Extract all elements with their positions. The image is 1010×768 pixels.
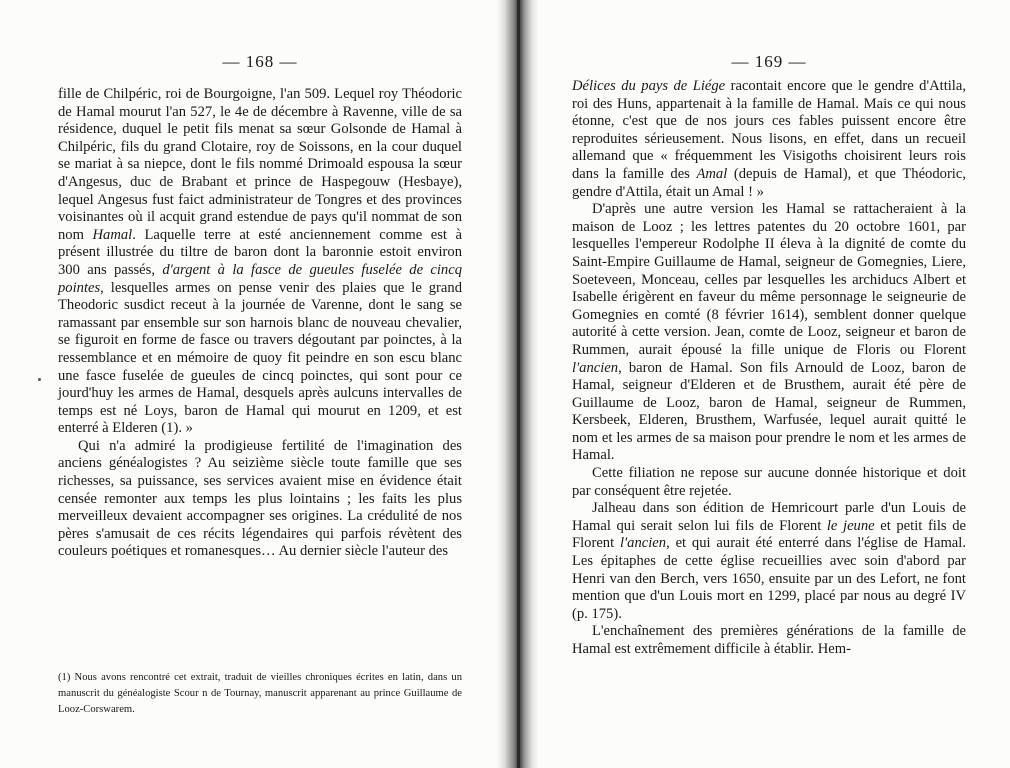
paragraph	[572, 78, 966, 201]
text-run: D'après une autre version les Hamal se rattacheraient à la maison de Looz ; les lettres patentes du 20 octobre 1601, par lesquelles l'empereur Rodolphe II éleva à la dignité de comte du Saint-Empire Guillaume de Hamal, seigneur de Gomegnies, Liere, Soeteveen, Monceau, celles par lesquelles les archiducs Albert et Isabelle érigèrent en faveur du même personnage le seigneurie de Gomegnies en comté (8 février 1614), semblent donner quelque autorité à cette version. Jean, comte de Looz, seigneur et baron de Rummen, aurait épousé la fille unique de Floris ou Florent	[572, 201, 966, 358]
text-run: Qui n'a admiré la prodigieuse fertilité de l'imagination des anciens généalogistes ? Au seizième siècle toute famille que ses richesses, sa puissance, ses services avaient mise en évidence était censée remonter aux temps les plus lointains ; les faits les plus merveilleux devaient accompagner ses origines. La crédulité de nos pères s'amusait de ces récits légendaires qui parfois révètent des couleurs poétiques et romanesques… Au dernier siècle l'auteur des	[58, 437, 462, 560]
text-run: fille de Chilpéric, roi de Bourgoigne, l'an 509. Lequel roy Théodoric de Hamal mourut l'an 527, le 4e de décembre à Ravenne, ville de sa résidence, duquel le petit fils menat sa sœur Golsonde de Hamal à Chilpéric, fils du grand Clotaire, roy de Soissons, en la cour duquel se mariat à sa niepce, dont le fils nommé Drimoald espousa la sœur d'Angesus, duc de Brabant et prince de Haspegouw (Hesbaye), lequel Angesus fust faict administrateur de Tongres et des provinces voisinantes où il acquit grand estendue de pays qu'il nommat de son nom	[58, 86, 462, 243]
text-run: Cette filiation ne repose sur aucune donnée historique et doit par conséquent être rejetée.	[572, 465, 966, 499]
italic-run: le jeune	[826, 517, 875, 534]
paragraph	[572, 465, 966, 500]
paragraph	[572, 500, 966, 623]
right-page	[572, 0, 966, 768]
text-run: et petit fils de Florent	[572, 517, 966, 552]
right-page-number: — 169 —	[731, 52, 807, 71]
book-gutter-line	[517, 0, 520, 768]
scan-speck	[38, 378, 41, 381]
text-run: , et qui aurait été enterré dans l'église de Hamal. Les épitaphes de cette église recueillies avec soin d'abord par Henri van den Berch, vers 1650, ensuite par un des Lefort, ne font mention que d'un Louis mort en 1299, placé par nous au degré IV (p. 175).	[572, 535, 966, 622]
left-page-body	[58, 86, 462, 561]
text-run: racontait encore que le gendre d'Attila, roi des Huns, appartenait à la famille de Hamal. Mais ce qui nous étonne, c'est que de nos jours ces fables puissent encore être reproduites sérieusement. Nous lisons, en effet, dans un recueil allemand que « fréquemment les Visigoths choisirent leurs rois dans la famille des	[572, 78, 966, 182]
text-run: . Laquelle terre at esté anciennement comme est à présent illustrée du tiltre de baron dont la baronnie estoit environ 300 ans passés,	[58, 226, 462, 278]
italic-run: Hamal	[92, 226, 133, 243]
text-run: L'enchaînement des premières générations de la famille de Hamal est extrêmement difficile à établir. Hem-	[572, 623, 966, 657]
paragraph	[58, 438, 462, 561]
text-run: , baron de Hamal. Son fils Arnould de Looz, baron de Hamal, seigneur d'Elderen et de Brusthem, aurait été père de Guillaume de Looz, baron de Hamal, seigneur de Rummen, Kersbeek, Elderen, Brusthem, Warfusée, lequel aurait quitté le nom et les armes de sa maison pour prendre le nom et les armes de Hamal.	[572, 359, 966, 464]
paragraph	[58, 86, 462, 438]
italic-run: l'ancien	[620, 535, 667, 552]
left-page-number: — 168 —	[222, 52, 298, 71]
text-run: , lesquelles armes on pense venir des plaies que le grand Theodoric susdict receut à la journée de Varenne, dont le sang se ramassant par ensemble sur son harnois blanc de nouveau chevalier, se figuroit en forme de fasce ou travers dégoutant par poinctes, à la ressemblance et en mémoire de quoy fit peindre en son escu blanc une fasce fuselée de gueules de cincq poinctes, qui sont pour ce jourd'huy les armes de Hamal, desquels après aulcuns intervalles de temps est né Loys, baron de Hamal qui mourut en 1209, et est enterré à Elderen (1). »	[58, 279, 462, 437]
paragraph	[572, 201, 966, 465]
text-run: Jalheau dans son édition de Hemricourt parle d'un Louis de Hamal qui serait selon lui fils de Florent	[572, 500, 966, 534]
italic-run: Délices du pays de Liége	[572, 78, 726, 94]
italic-run: d'argent à la fasce de gueules fuselée de cincq pointes	[58, 261, 462, 296]
left-page	[58, 0, 462, 768]
italic-run: Amal	[696, 165, 728, 182]
italic-run: l'ancien	[572, 359, 619, 376]
right-page-body	[572, 78, 966, 659]
text-run: (depuis de Hamal), et que Théodoric, gendre d'Attila, était un Amal ! »	[572, 165, 966, 200]
paragraph	[572, 623, 966, 658]
footnote: (1) Nous avons rencontré cet extrait, traduit de vieilles chroniques écrites en latin, dans un manuscrit du généalogiste Scour n de Tournay, manuscrit apparenant au prince Guillaume de Looz-Corswarem.	[58, 672, 462, 715]
